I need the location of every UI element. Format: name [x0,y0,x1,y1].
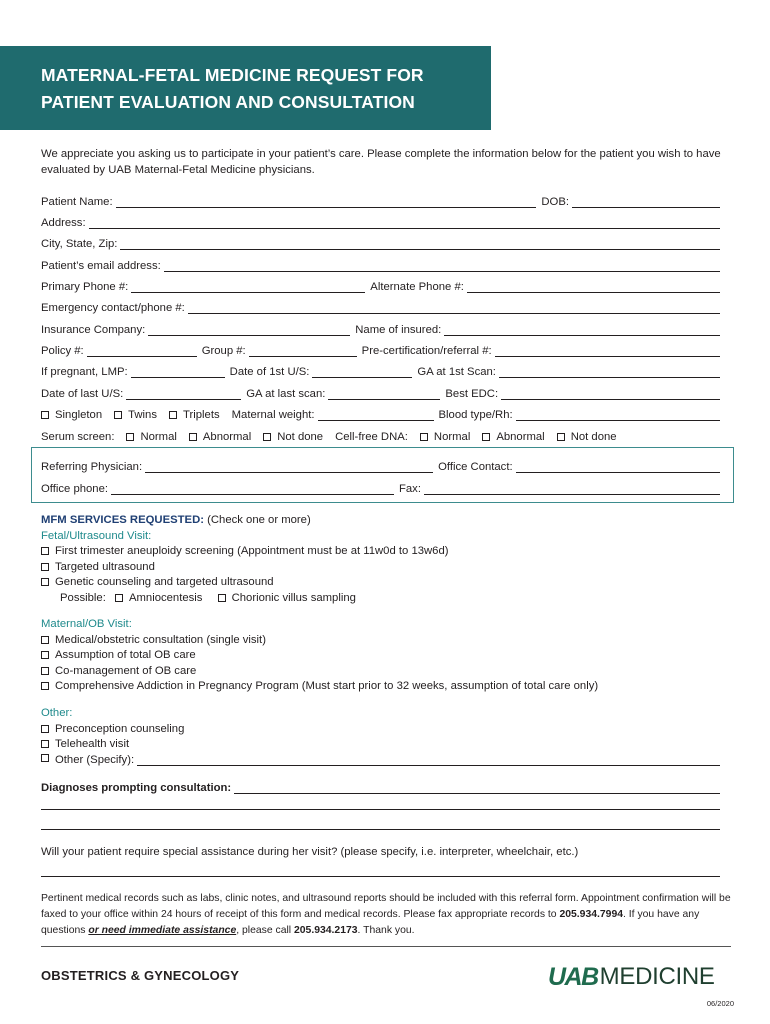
fetal-item-targeted-us[interactable]: Targeted ultrasound [41,560,731,576]
cfdna-abnormal-option[interactable]: Abnormal [482,431,544,443]
office-contact-label: Office Contact: [438,461,513,473]
group-field[interactable] [249,345,357,357]
row-lmp [41,362,720,378]
maternal-item-addiction-program[interactable]: Comprehensive Addiction in Pregnancy Program (Must start prior to 32 weeks, assumption of total care only) [41,679,731,695]
other-item-telehealth[interactable]: Telehealth visit [41,737,731,753]
row-insurance [41,320,720,336]
row-diagnoses [41,778,720,794]
fetal-visit-heading: Fetal/Ultrasound Visit: [41,529,152,542]
diagnoses-label: Diagnoses prompting consultation: [41,782,232,794]
logo-uab: UAB [548,963,598,991]
records-footnote: Pertinent medical records such as labs, clinic notes, and ultrasound reports should be included with this referral form. Appointment confirmation will be faxed to your office within 24 hours of receipt of this form and medical records. Please fax appropriate records to 205.934.7994. If you have any questions or need immediate assistance, please call 205.934.2173. Thank you. [41,893,731,936]
address-label: Address: [41,217,86,229]
singleton-option[interactable]: Singleton [41,409,102,421]
triplets-option[interactable]: Triplets [169,409,220,421]
maternal-weight-field[interactable] [318,409,434,421]
row-emergency [41,298,720,314]
ga-first-scan-label: GA at 1st Scan: [417,366,496,378]
office-contact-field[interactable] [516,461,720,473]
revision-date: 06/2020 [706,999,734,1008]
serum-screen-label: Serum screen: [41,431,115,443]
row-other-specify [41,750,720,766]
best-edc-field[interactable] [501,388,720,400]
blood-type-label: Blood type/Rh: [438,409,513,421]
maternal-section [41,617,731,695]
serum-normal-checkbox[interactable] [126,433,134,441]
maternal-item-total-care[interactable]: Assumption of total OB care [41,648,731,664]
address-field[interactable] [89,217,720,229]
policy-label: Policy #: [41,345,84,357]
ga-last-scan-field[interactable] [328,388,440,400]
serum-abnormal-checkbox[interactable] [189,433,197,441]
diagnoses-line-3[interactable] [41,829,720,830]
maternal-weight-label: Maternal weight: [231,409,315,421]
fax-field[interactable] [424,483,720,495]
row-policy [41,341,720,357]
serum-not-done-checkbox[interactable] [263,433,271,441]
diagnoses-field[interactable] [234,782,720,794]
office-phone-label: Office phone: [41,483,108,495]
patient-name-label: Patient Name: [41,196,113,208]
amniocentesis-option[interactable]: Amniocentesis [115,592,202,604]
cfdna-not-done-option[interactable]: Not done [557,431,617,443]
immediate-assistance-emphasis: or need immediate assistance [88,925,237,936]
insurance-field[interactable] [148,324,350,336]
footer-divider [41,946,731,947]
serum-normal-option[interactable]: Normal [126,431,176,443]
other-item-preconception[interactable]: Preconception counseling [41,722,731,738]
cfdna-normal-checkbox[interactable] [420,433,428,441]
insured-field[interactable] [444,324,720,336]
group-label: Group #: [201,345,246,357]
maternal-item-consultation[interactable]: Medical/obstetric consultation (single visit) [41,633,731,649]
city-state-zip-field[interactable] [120,238,720,250]
office-phone-field[interactable] [111,483,394,495]
first-us-label: Date of 1st U/S: [229,366,310,378]
lmp-label: If pregnant, LMP: [41,366,128,378]
maternal-visit-heading: Maternal/OB Visit: [41,618,132,630]
serum-abnormal-option[interactable]: Abnormal [189,431,251,443]
primary-phone-field[interactable] [131,281,365,293]
services-heading: MFM SERVICES REQUESTED: (Check one or more) [41,514,311,526]
cfdna-label: Cell-free DNA: [335,431,408,443]
row-gestation [41,405,720,421]
ga-first-scan-field[interactable] [499,366,720,378]
triplets-checkbox[interactable] [169,411,177,419]
diagnoses-line-2[interactable] [41,809,720,810]
other-heading: Other: [41,707,73,719]
singleton-checkbox[interactable] [41,411,49,419]
best-edc-label: Best EDC: [445,388,499,400]
row-phones [41,277,720,293]
policy-field[interactable] [87,345,197,357]
other-specify-label: Other (Specify): [55,754,135,766]
serum-not-done-option[interactable]: Not done [263,431,323,443]
row-screening [41,427,720,443]
row-city [41,234,720,250]
intro-text: We appreciate you asking us to participate in your patient’s care. Please complete the information below for the patient you wish to have evaluated by UAB Maternal-Fetal Medicine physicians. [41,148,721,176]
row-office-phone [41,479,720,495]
assistance-question: Will your patient require special assistance during her visit? (please specify, i.e. interpreter, wheelchair, etc.) [41,846,579,858]
cfdna-abnormal-checkbox[interactable] [482,433,490,441]
header-band [0,46,491,130]
other-specify-checkbox[interactable] [41,754,49,762]
first-us-field[interactable] [312,366,412,378]
fax-label: Fax: [399,483,421,495]
dob-label: DOB: [541,196,569,208]
cfdna-not-done-checkbox[interactable] [557,433,565,441]
ga-last-scan-label: GA at last scan: [246,388,326,400]
fetal-item-aneuploidy[interactable]: First trimester aneuploidy screening (Appointment must be at 11w0d to 13w6d) [41,544,731,560]
blood-type-field[interactable] [516,409,720,421]
insurance-label: Insurance Company: [41,324,146,336]
emergency-contact-label: Emergency contact/phone #: [41,302,185,314]
row-address [41,213,720,229]
row-referring [41,457,720,473]
alternate-phone-label: Alternate Phone #: [370,281,464,293]
cvs-option[interactable]: Chorionic villus sampling [218,592,356,604]
maternal-item-co-management[interactable]: Co-management of OB care [41,664,731,680]
logo-medicine: MEDICINE [599,963,715,990]
city-state-zip-label: City, State, Zip: [41,238,118,250]
last-us-label: Date of last U/S: [41,388,124,400]
precert-label: Pre-certification/referral #: [361,345,492,357]
insured-label: Name of insured: [355,324,442,336]
referring-physician-field[interactable] [145,461,433,473]
assistance-field[interactable] [41,876,720,877]
precert-field[interactable] [495,345,720,357]
alternate-phone-field[interactable] [467,281,720,293]
last-us-field[interactable] [126,388,241,400]
cfdna-normal-option[interactable]: Normal [420,431,470,443]
primary-phone-label: Primary Phone #: [41,281,129,293]
other-specify-field[interactable] [137,754,720,766]
form-title-line-2: PATIENT EVALUATION AND CONSULTATION [41,92,415,112]
email-field[interactable] [164,260,720,272]
uab-medicine-logo [548,963,715,991]
possible-procedures: Possible: Amniocentesis Chorionic villus sampling [60,591,356,604]
fetal-item-genetic-counseling[interactable]: Genetic counseling and targeted ultrasound [41,575,731,591]
twins-option[interactable]: Twins [114,409,157,421]
referring-physician-label: Referring Physician: [41,461,143,473]
row-email [41,256,720,272]
lmp-field[interactable] [131,366,225,378]
row-last-us [41,384,720,400]
services-section [41,513,731,606]
emergency-contact-field[interactable] [188,302,720,314]
email-label: Patient’s email address: [41,260,161,272]
other-section [41,706,731,753]
dob-field[interactable] [572,196,720,208]
twins-checkbox[interactable] [114,411,122,419]
fax-number: 205.934.7994 [559,909,624,920]
patient-name-field[interactable] [116,196,537,208]
department-name: OBSTETRICS & GYNECOLOGY [41,968,240,983]
phone-number: 205.934.2173 [293,925,358,936]
form-title-line-1: MATERNAL-FETAL MEDICINE REQUEST FOR [41,65,424,85]
row-patient-name [41,192,720,208]
